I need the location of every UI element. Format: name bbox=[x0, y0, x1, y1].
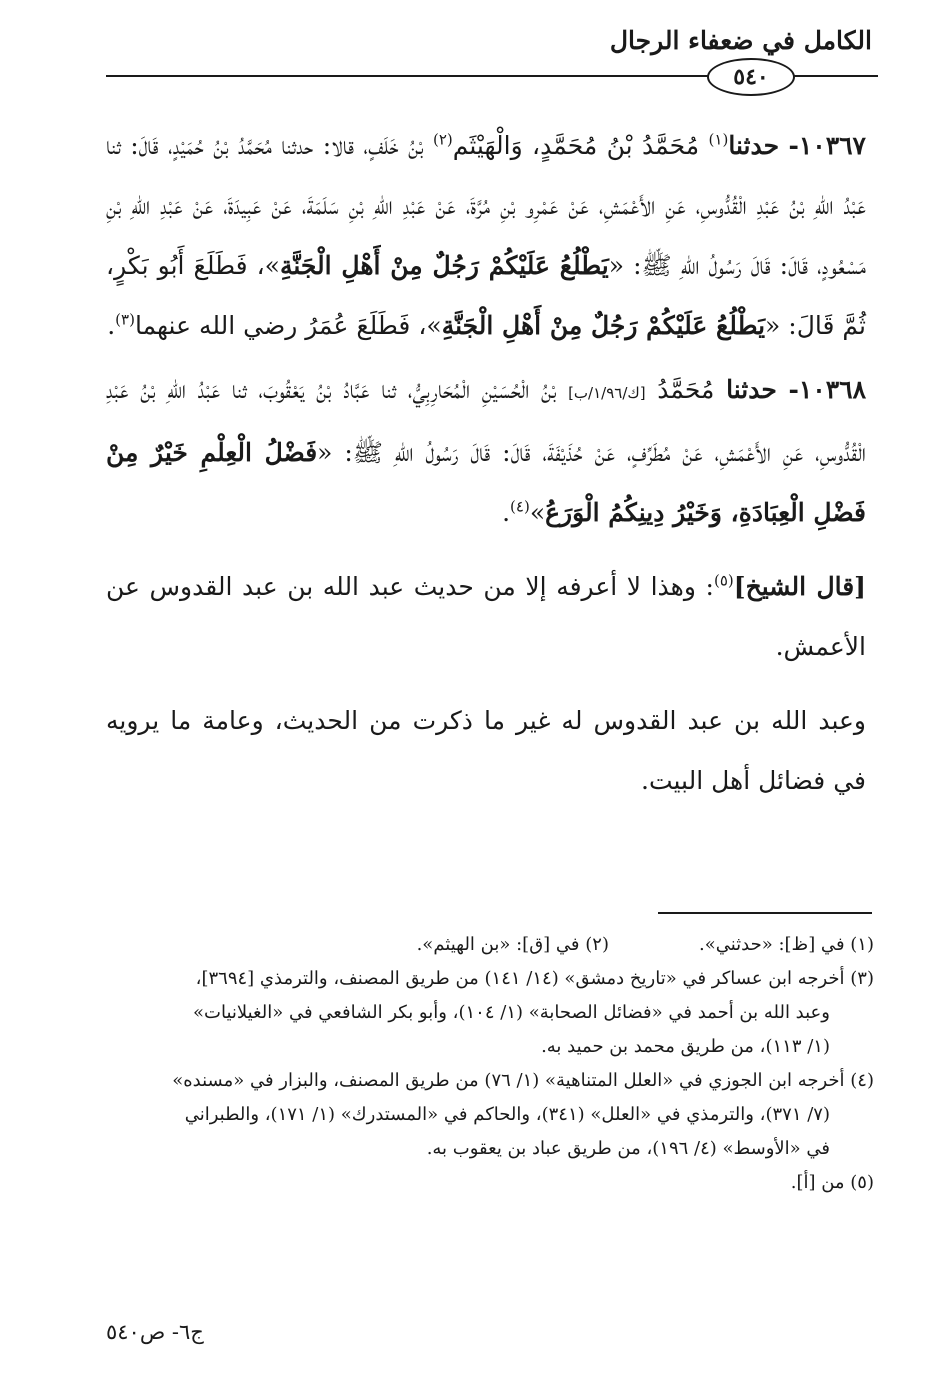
manuscript-reference: [ك/١/٩٦/ب] bbox=[568, 384, 646, 402]
footnote-4: (٤) أخرجه ابن الجوزي في «العلل المتناهية» (١/ ٧٦) من طريق المصنف، والبزار في «مسنده» bbox=[172, 1070, 874, 1091]
footnotes bbox=[104, 928, 874, 1200]
shaykh-label: [قال الشيخ] bbox=[733, 572, 867, 601]
volume-page-footer: ج٦- ص٥٤٠ bbox=[106, 1320, 204, 1344]
footnote-1: (١) في [ظ]: «حدثني». bbox=[698, 934, 874, 955]
narration-lead: حدثنا bbox=[726, 375, 777, 404]
isnad-text: بْنُ خَلَفٍ، قالا: حدثنا مُحَمَّدُ بْنُ حُمَيْدٍ، قَالَ: ثنا عَبْدُ اللهِ بْنُ عَبْدِ الْقُدُّوسِ، عَنِ الأَعْمَشِ، عَنْ عَمْرِو بْنِ مُرَّةَ، عَنْ عَبْدِ اللهِ بْنِ سَلَمَةَ، عَنْ عَبِيدَةَ، عَنْ عَبْدِ اللهِ بْنِ مَسْعُودٍ، قَالَ: قَالَ رَسُولُ اللهِ ﷺ: « bbox=[106, 131, 866, 280]
hadith-text: فَضْلُ الْعِلْمِ خَيْرٌ مِنْ فَضْلِ الْعِبَادَةِ، وَخَيْرُ دِينِكُمُ الْوَرَعُ bbox=[106, 438, 866, 527]
footnote-marker: (١) bbox=[708, 130, 729, 149]
running-title: الكامل في ضعفاء الرجال bbox=[609, 26, 872, 55]
footnote-rule bbox=[658, 912, 872, 914]
isnad-text: مُحَمَّدُ bbox=[645, 375, 727, 404]
main-text bbox=[106, 116, 866, 815]
narration-text: »، فَطَلَعَ أَبُو بَكْرٍ، ثُمَّ قَالَ: « bbox=[106, 251, 866, 340]
footnote-3-continued: (١/ ١١٣)، من طريق محمد بن حميد به. bbox=[541, 1036, 830, 1057]
isnad-text: بْنُ الْحُسَيْنِ الْمُحَارِبِيُّ، ثنا عَبَّادُ بْنُ يَعْقُوبَ، ثنا عَبْدُ اللهِ بْنُ عَبْدِ الْقُدُّوسِ، عَنِ الأَعْمَشِ، عَنْ مُطَرِّفٍ، عَنْ حُذَيْفَةَ، قَالَ: قَالَ رَسُولُ اللهِ ﷺ: « bbox=[106, 375, 866, 467]
shaykh-text: : وهذا لا أعرفه إلا من حديث عبد الله بن عبد القدوس عن الأعمش. bbox=[106, 572, 866, 661]
footnote-4-continued: في «الأوسط» (٤/ ١٩٦)، من طريق عباد بن يعقوب به. bbox=[426, 1138, 830, 1159]
hadith-text: يَطْلُعُ عَلَيْكُمْ رَجُلٌ مِنْ أَهْلِ الْجَنَّةِ bbox=[441, 311, 766, 340]
page-number: ٥٤٠ bbox=[733, 64, 769, 90]
footnote-3: (٣) أخرجه ابن عساكر في «تاريخ دمشق» (١٤/ ١٤١) من طريق المصنف، والترمذي [٣٦٩٤]، bbox=[195, 968, 874, 989]
closing-paragraph: وعبد الله بن عبد القدوس له غير ما ذكرت من الحديث، وعامة ما يرويه في فضائل أهل البيت. bbox=[106, 706, 867, 795]
page-number-badge bbox=[707, 58, 795, 96]
footnote-3-continued: وعبد الله بن أحمد في «فضائل الصحابة» (١/ ١٠٤)، وأبو بكر الشافعي في «الغيلانيات» bbox=[193, 1002, 830, 1023]
footnote-5: (٥) من [أ]. bbox=[790, 1172, 874, 1193]
punctuation: . bbox=[107, 311, 116, 340]
footnote-marker: (٣) bbox=[115, 310, 135, 329]
hadith-text: يَطْلُعُ عَلَيْكُمْ رَجُلٌ مِنْ أَهْلِ الْجَنَّةِ bbox=[279, 251, 609, 280]
narration-text: »، فَطَلَعَ عُمَرُ رضي الله عنهما bbox=[134, 311, 442, 340]
narration-lead: حدثنا bbox=[728, 131, 780, 160]
footnote-2: (٢) في [ق]: «بن الهيثم». bbox=[416, 934, 609, 955]
footnote-marker: (٥) bbox=[713, 571, 734, 590]
footnote-row bbox=[104, 928, 874, 962]
narration-text: » bbox=[529, 498, 546, 527]
isnad-text: مُحَمَّدُ بْنُ مُحَمَّدٍ، وَالْهَيْثَم bbox=[452, 131, 709, 160]
entry-number: ١٠٣٦٨- bbox=[788, 375, 866, 404]
hadith-entry-10367 bbox=[106, 116, 866, 356]
footnote-4-continued: (٧/ ٣٧١)، والترمذي في «العلل» (٣٤١)، والحاكم في «المستدرك» (١/ ١٧١)، والطبراني bbox=[184, 1104, 830, 1125]
shaykh-comment bbox=[106, 557, 866, 677]
hadith-entry-10368 bbox=[106, 360, 866, 543]
punctuation: . bbox=[502, 498, 511, 527]
footnote-marker: (٤) bbox=[510, 497, 530, 516]
footnote-marker: (٢) bbox=[432, 130, 453, 149]
entry-number: ١٠٣٦٧- bbox=[788, 131, 866, 160]
